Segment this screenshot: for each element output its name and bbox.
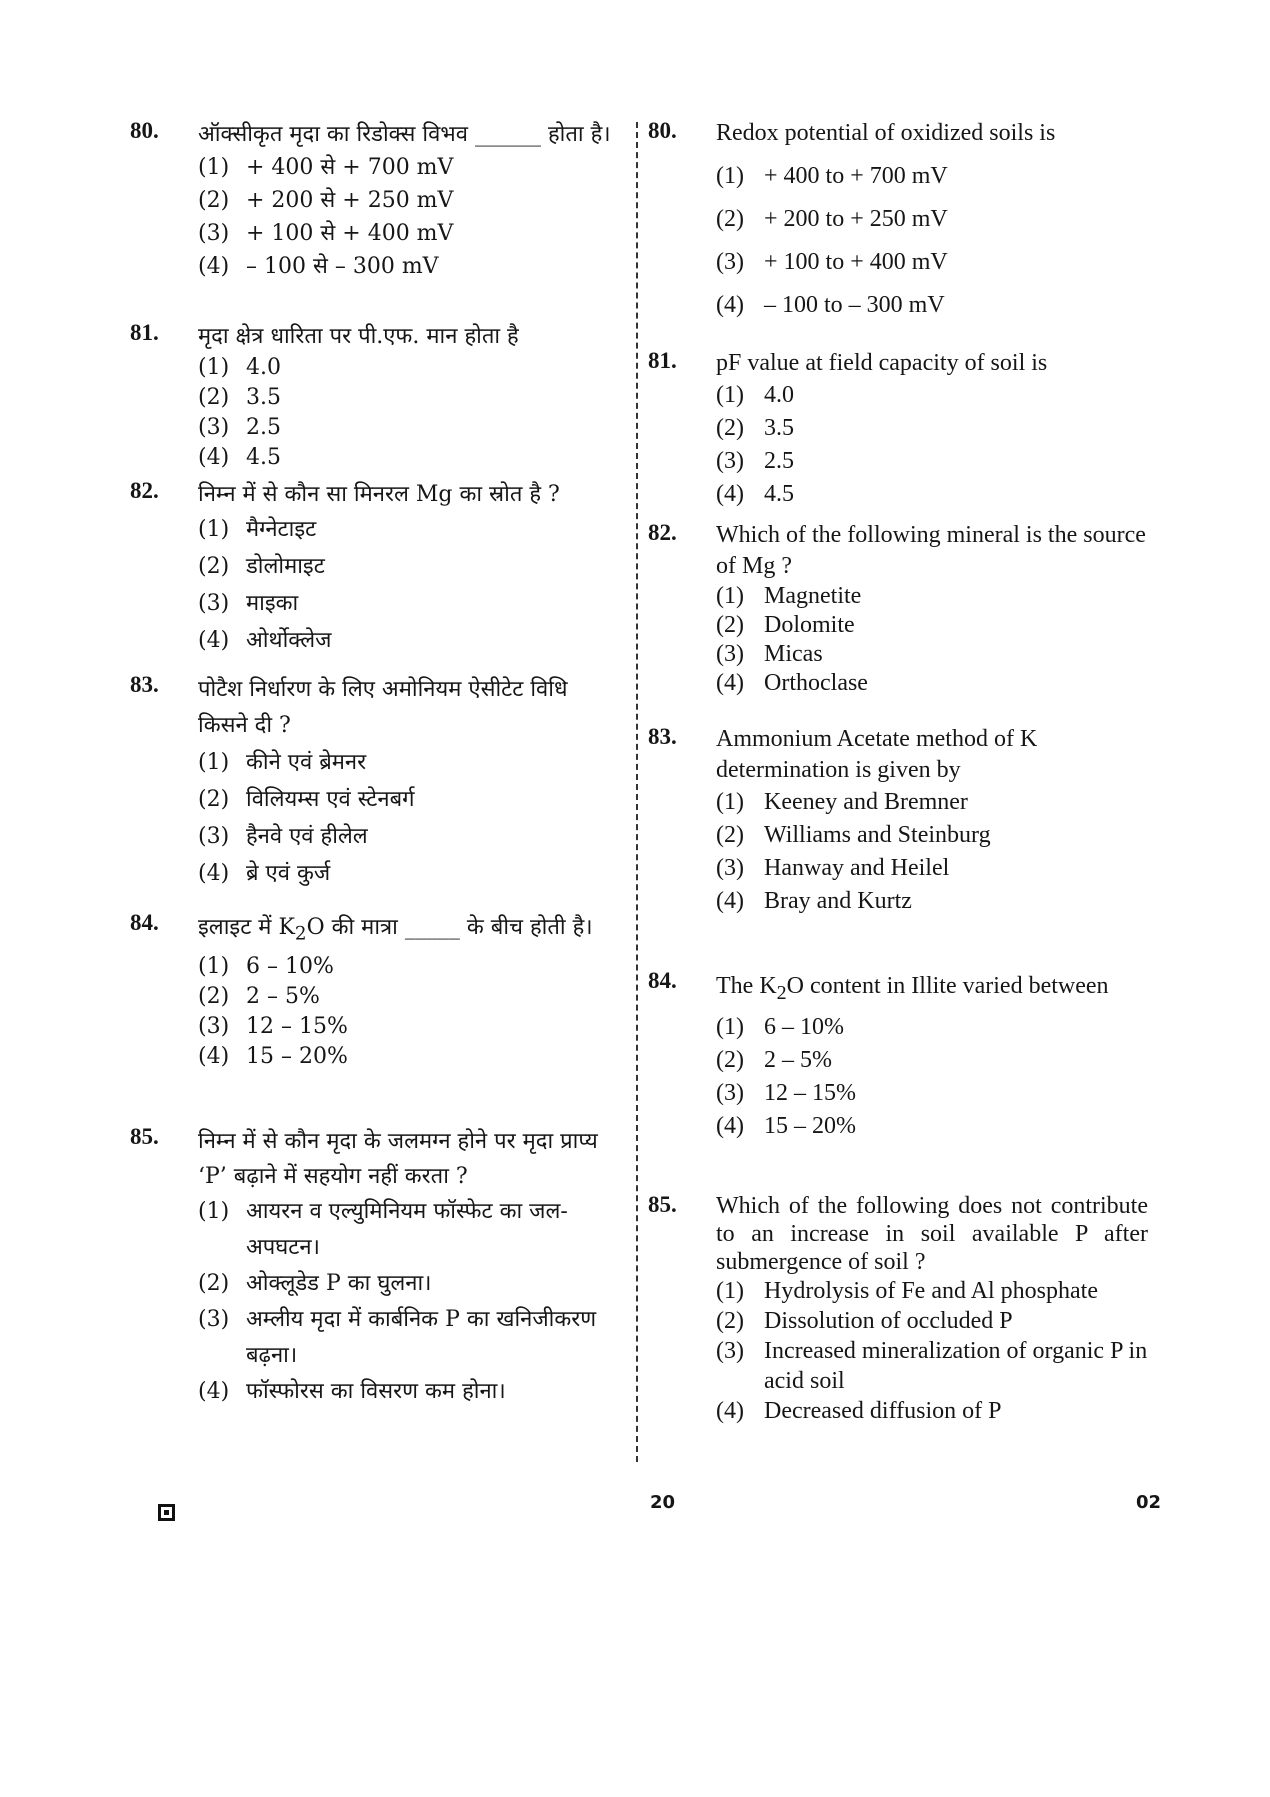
option: (4) 4.5 — [198, 445, 281, 470]
question-text: pF value at field capacity of soil is — [716, 350, 1048, 376]
question-number: 80. — [648, 118, 677, 143]
option: (3) अम्लीय मृदा में कार्बनिक P का खनिजीकरण बढ़ना। — [198, 1307, 597, 1368]
question-number: 84. — [648, 968, 677, 993]
option: (1) आयरन व एल्युमिनियम फॉस्फेट का जल-अपघटन। — [198, 1199, 568, 1260]
page-number: 20 — [650, 1492, 676, 1513]
question-82-hindi — [130, 478, 620, 660]
option: (3) 2.5 — [716, 448, 794, 474]
option: (3) 12 – 15% — [716, 1079, 856, 1106]
option: (2) 3.5 — [716, 415, 794, 441]
option: (3) माइका — [198, 591, 299, 616]
question-85-hindi — [130, 1124, 620, 1410]
question-83-hindi — [130, 672, 620, 898]
option: (4) फॉस्फोरस का विसरण कम होना। — [198, 1379, 506, 1404]
question-number: 81. — [648, 348, 677, 373]
question-83-english — [648, 724, 1148, 932]
question-text: Redox potential of oxidized soils is — [716, 120, 1056, 146]
option: (2) + 200 to + 250 mV — [716, 206, 948, 232]
question-85-english — [648, 1192, 1148, 1426]
square-marker-icon — [158, 1504, 175, 1521]
option: (1) 4.0 — [198, 355, 281, 380]
question-80-english — [648, 118, 1148, 340]
question-text: पोटैश निर्धारण के लिए अमोनियम ऐसीटेट विधि किसने दी ? — [198, 677, 568, 738]
question-text: Ammonium Acetate method of K determination is given by — [716, 726, 1038, 783]
option: (4) 4.5 — [716, 481, 794, 507]
question-text: Which of the following mineral is the source of Mg ? — [716, 522, 1146, 579]
option: (4) 15 – 20% — [198, 1044, 348, 1070]
option: (2) विलियम्स एवं स्टेनबर्ग — [198, 787, 415, 812]
option: (2) 3.5 — [198, 385, 281, 410]
option: (1) कीने एवं ब्रेमनर — [198, 750, 367, 775]
option: (2) ओक्लूडेड P का घुलना। — [198, 1271, 432, 1296]
question-number: 85. — [130, 1124, 159, 1149]
option: (3) हैनवे एवं हीलेल — [198, 824, 368, 849]
hindi-column — [130, 118, 620, 1410]
question-number: 83. — [130, 672, 159, 697]
question-82-english — [648, 520, 1148, 706]
option: (3) Hanway and Heilel — [716, 855, 950, 881]
option: (1) 6 – 10% — [198, 954, 334, 980]
question-text: मृदा क्षेत्र धारिता पर पी.एफ. मान होता है — [198, 324, 519, 349]
english-column — [648, 118, 1148, 1426]
question-80-hindi — [130, 118, 620, 312]
option: (3) Micas — [716, 641, 823, 667]
option: (3) + 100 से + 400 mV — [198, 221, 454, 246]
option: (4) Bray and Kurtz — [716, 888, 912, 914]
question-text: Which of the following does not contribute to an increase in soil available P after submergence of soil ? — [716, 1193, 1148, 1275]
option: (1) Keeney and Bremner — [716, 789, 968, 815]
question-text: The $K_2O$ content in Illite varied between — [716, 973, 1109, 1004]
question-number: 84. — [130, 910, 159, 935]
option: (3) 12 – 15% — [198, 1014, 348, 1040]
question-text: ऑक्सीकृत मृदा का रिडोक्स विभव ______ होता है। — [198, 122, 611, 147]
question-number: 83. — [648, 724, 677, 749]
question-text: निम्न में से कौन मृदा के जलमग्न होने पर मृदा प्राप्य ‘P’ बढ़ाने में सहयोग नहीं करता ? — [198, 1129, 598, 1189]
option: (2) Dissolution of occluded P — [716, 1308, 1013, 1334]
question-text: निम्न में से कौन सा मिनरल Mg का स्रोत है ? — [198, 482, 560, 507]
option: (1) मैग्नेटाइट — [198, 517, 317, 542]
option: (4) 15 – 20% — [716, 1112, 856, 1139]
option: (4) – 100 to – 300 mV — [716, 292, 945, 318]
question-number: 85. — [648, 1192, 677, 1217]
option: (1) Hydrolysis of Fe and Al phosphate — [716, 1278, 1098, 1304]
option: (4) Orthoclase — [716, 670, 868, 696]
question-number: 80. — [130, 118, 159, 143]
question-text: इलाइट में $K_2O$ की मात्रा _____ के बीच होती है। — [198, 915, 593, 945]
option: (1) + 400 to + 700 mV — [716, 163, 948, 189]
question-number: 81. — [130, 320, 159, 345]
option: (2) डोलोमाइट — [198, 554, 325, 579]
option: (1) 6 – 10% — [716, 1013, 844, 1040]
question-84-english — [648, 968, 1148, 1188]
question-81-english — [648, 348, 1148, 512]
option: (4) ओर्थोक्लेज — [198, 628, 332, 653]
question-number: 82. — [648, 520, 677, 545]
column-divider — [636, 122, 638, 1462]
option: (2) 2 – 5% — [716, 1046, 832, 1073]
option: (4) – 100 से – 300 mV — [198, 254, 439, 279]
option: (2) Williams and Steinburg — [716, 822, 991, 848]
option: (2) + 200 से + 250 mV — [198, 188, 454, 213]
option: (3) 2.5 — [198, 415, 281, 440]
option: (1) 4.0 — [716, 382, 794, 408]
question-84-hindi — [130, 910, 620, 1110]
option: (1) + 400 से + 700 mV — [198, 155, 454, 180]
option: (4) Decreased diffusion of P — [716, 1398, 1002, 1424]
option: (3) + 100 to + 400 mV — [716, 249, 948, 275]
question-number: 82. — [130, 478, 159, 503]
option: (1) Magnetite — [716, 583, 862, 609]
option: (4) ब्रे एवं कुर्ज — [198, 861, 331, 886]
option: (2) Dolomite — [716, 612, 855, 638]
booklet-code: 02 — [1136, 1492, 1162, 1513]
option: (2) 2 – 5% — [198, 984, 320, 1010]
question-81-hindi — [130, 320, 620, 472]
option: (3) Increased mineralization of organic P in acid soil — [716, 1338, 1148, 1394]
